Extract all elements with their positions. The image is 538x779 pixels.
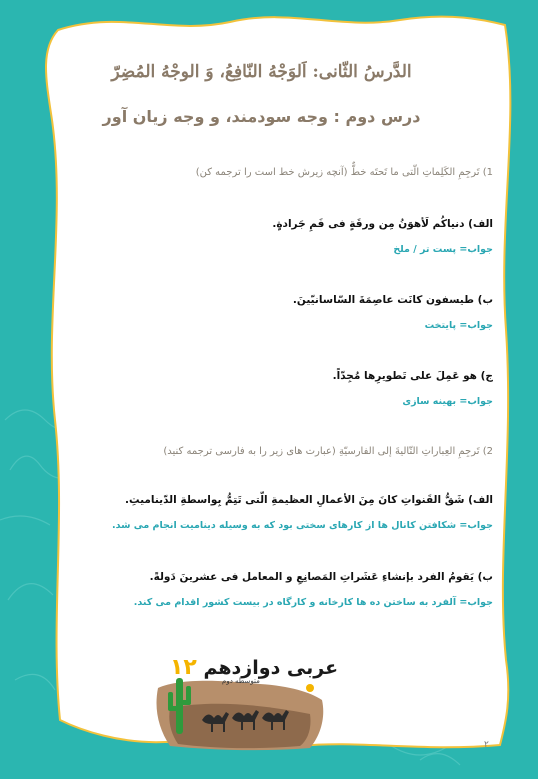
- book-logo-number: ۱۲: [170, 655, 197, 680]
- answer-label: جواب=: [459, 320, 493, 331]
- answer-text: شکافتن کانال ها از کارهای سختی بود که به وسیله دینامیت انجام می شد.: [111, 520, 457, 531]
- section1-question-a: الف) دنیاکُم لَأهوَنُ مِن ورقَةٍ فی فَمِ جَرادةٍ.: [272, 218, 493, 230]
- section2-answer-a: [40, 520, 493, 531]
- lesson-title-persian: درس دوم : وجه سودمند، و وجه زیان آور: [102, 107, 421, 126]
- book-logo-subtitle: متوسطه دوم: [222, 677, 260, 685]
- answer-text: پست تر / ملخ: [393, 244, 457, 255]
- section1-answer-a: [40, 244, 493, 255]
- section1-answer-c: [40, 396, 493, 407]
- section1-question-c: ج) هو عَمِلَ علی تَطویرِها مُجِدّاً.: [332, 370, 493, 382]
- answer-text: پایتخت: [424, 320, 457, 331]
- section2-question-b: ب) یَقومُ الفرد بإنشاءِ عَشَراتِ المَصانِعِ و المعامل فی عشرینَ دَولةً.: [149, 571, 493, 583]
- book-logo-word: عربی دوازدهم: [203, 657, 339, 679]
- answer-label: جواب=: [459, 520, 493, 531]
- answer-label: جواب=: [459, 396, 493, 407]
- lesson-title-arabic: الدَّرسُ الثّانی: اَلوَجْهُ النّافِعُ، وَ الوجْهُ المُضِرّ: [111, 62, 412, 82]
- answer-text: بهینه سازی: [402, 396, 457, 407]
- answer-label: جواب=: [459, 597, 493, 608]
- section1-instruction: 1) تَرجِمِ الکَلِماتِ الّتی ما تَحتَه خطٌّ (آنچه زیرش خط است را ترجمه کن): [195, 167, 493, 178]
- section1-answer-b: [40, 320, 493, 331]
- section1-question-b: ب) طیسفون کانَت عاصِمَةَ السّاسانیّینَ.: [292, 294, 493, 306]
- section2-instruction: 2) تَرجِمِ العِباراتِ التّالیةَ إلی الفارسیّةِ (عبارت های زیر را به فارسی ترجمه کنید): [163, 446, 493, 457]
- section2-question-a: الف) شَقُّ القَنواتِ کانَ مِنَ الأعمالِ العظیمةِ الّتی تَتِمُّ بِواسطةِ الدّینامیتِ.: [125, 494, 493, 506]
- answer-label: جواب=: [459, 244, 493, 255]
- answer-text: آلفرد به ساختن ده ها کارخانه و کارگاه در بیست کشور اقدام می کند.: [133, 597, 457, 608]
- page-number: ۲: [484, 740, 489, 750]
- section2-answer-b: [40, 597, 493, 608]
